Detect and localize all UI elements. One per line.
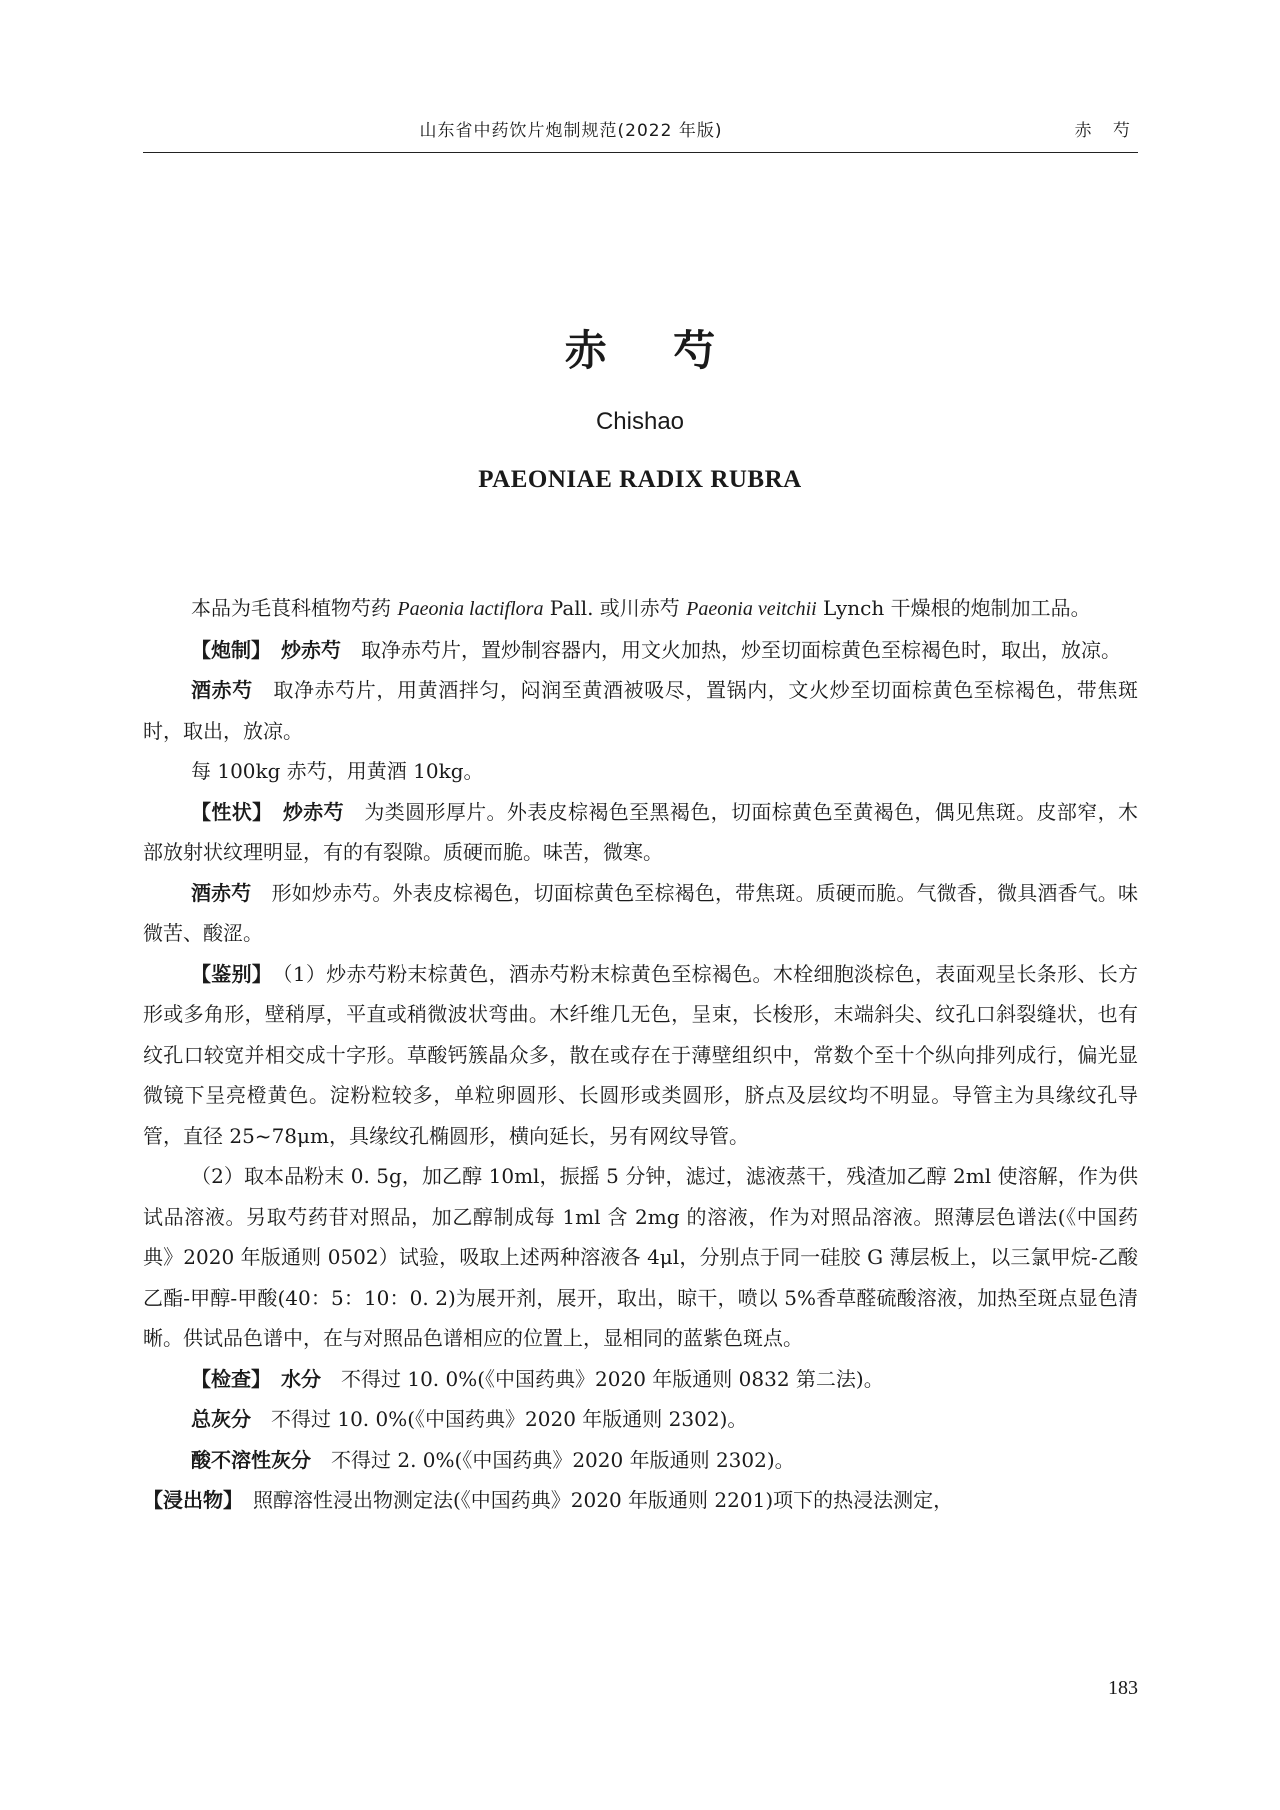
section-label-processing: 【炮制】: [191, 637, 261, 662]
intro-paragraph: 本品为毛茛科植物芍药 Paeonia lactiflora Pall. 或川赤芍 Paeonia veitchii Lynch 干燥根的炮制加工品。: [191, 596, 1091, 620]
item-name: 炒赤芍: [281, 637, 341, 662]
monograph-body: [143, 588, 1138, 1521]
processing-paragraph: 【炮制】 炒赤芍 取净赤芍片，置炒制容器内，用文火加热，炒至切面棕黄色至棕褐色时，取出，放凉。: [191, 637, 1121, 662]
processing-paragraph: 酒赤芍 取净赤芍片，用黄酒拌匀，闷润至黄酒被吸尽，置锅内，文火炒至切面棕黄色至棕褐色，带焦斑时，取出，放凉。: [143, 678, 1139, 743]
item-name: 酒赤芍: [191, 880, 252, 905]
inspection-paragraph: 【检查】 水分 不得过 10. 0%(《中国药典》2020 年版通则 0832 第二法)。: [191, 1366, 884, 1391]
section-label-extract: 【浸出物】: [143, 1488, 233, 1512]
processing-note: 每 100kg 赤芍，用黄酒 10kg。: [191, 759, 484, 783]
item-name: 水分: [281, 1366, 321, 1391]
characters-paragraph: 【性状】 炒赤芍 为类圆形厚片。外表皮棕褐色至黑褐色，切面棕黄色至黄褐色，偶见焦斑。皮部窄，木部放射状纹理明显，有的有裂隙。质硬而脆。味苦，微寒。: [143, 799, 1139, 864]
item-name: 总灰分: [191, 1407, 251, 1431]
section-label-identification: 【鉴别】: [191, 961, 263, 986]
identification-paragraph: 【鉴别】 （1）炒赤芍粉末棕黄色，酒赤芍粉末棕黄色至棕褐色。木栓细胞淡棕色，表面观呈长条形、长方形或多角形，壁稍厚，平直或稍微波状弯曲。木纤维几无色，呈束，长梭形，末端斜尖、纹孔口斜裂缝状，也有纹孔口较宽并相交成十字形。草酸钙簇晶众多，散在或存在于薄壁组织中，常数个至十个纵向排列成行，偏光显微镜下呈亮橙黄色。淀粉粒较多，单粒卵圆形、长圆形或类圆形，脐点及层纹均不明显。导管主为具缘纹孔导管，直径 25~78μm，具缘纹孔椭圆形，横向延长，另有网纹导管。: [143, 961, 1139, 1148]
species-name: Paeonia lactiflora: [397, 598, 544, 620]
page-title: 赤 芍: [564, 326, 742, 375]
header-title: 山东省中药饮片炮制规范(2022 年版): [419, 121, 723, 141]
pinyin-name: Chishao: [595, 408, 685, 435]
section-label-inspection: 【检查】: [191, 1366, 261, 1391]
characters-paragraph: 酒赤芍 形如炒赤芍。外表皮棕褐色，切面棕黄色至棕褐色，带焦斑。质硬而脆。气微香，微具酒香气。味微苦、酸涩。: [143, 880, 1139, 945]
item-name: 炒赤芍: [282, 799, 344, 824]
header-section-name: 赤 芍: [1074, 121, 1138, 141]
section-label-characters: 【性状】: [191, 799, 263, 824]
identification-paragraph: （2）取本品粉末 0. 5g，加乙醇 10ml，振摇 5 分钟，滤过，滤液蒸干，残渣加乙醇 2ml 使溶解，作为供试品溶液。另取芍药苷对照品，加乙醇制成每 1ml 含 2mg 的溶液，作为对照品溶液。照薄层色谱法(《中国药典》2020 年版通则 0502）试验，吸取上述两种溶液各 4μl，分别点于同一硅胶 G 薄层板上，以三氯甲烷-乙酸乙酯-甲醇-甲酸(40：5：10：0. 2)为展开剂，展开，取出，晾干，喷以 5%香草醛硫酸溶液，加热至斑点显色清晰。供试品色谱中，在与对照品色谱相应的位置上，显相同的蓝紫色斑点。: [143, 1164, 1138, 1350]
extract-paragraph: 【浸出物】 照醇溶性浸出物测定法(《中国药典》2020 年版通则 2201)项下的热浸法测定，: [143, 1488, 954, 1512]
running-header: [143, 104, 1138, 153]
page-number: 183: [1108, 1677, 1138, 1699]
latin-name: PAEONIAE RADIX RUBRA: [478, 466, 802, 493]
inspection-paragraph: 酸不溶性灰分 不得过 2. 0%(《中国药典》2020 年版通则 2302)。: [191, 1447, 795, 1472]
item-name: 酸不溶性灰分: [191, 1447, 311, 1472]
inspection-paragraph: 总灰分 不得过 10. 0%(《中国药典》2020 年版通则 2302)。: [191, 1407, 748, 1431]
item-name: 酒赤芍: [191, 678, 253, 702]
species-name: Paeonia veitchii: [686, 598, 817, 620]
